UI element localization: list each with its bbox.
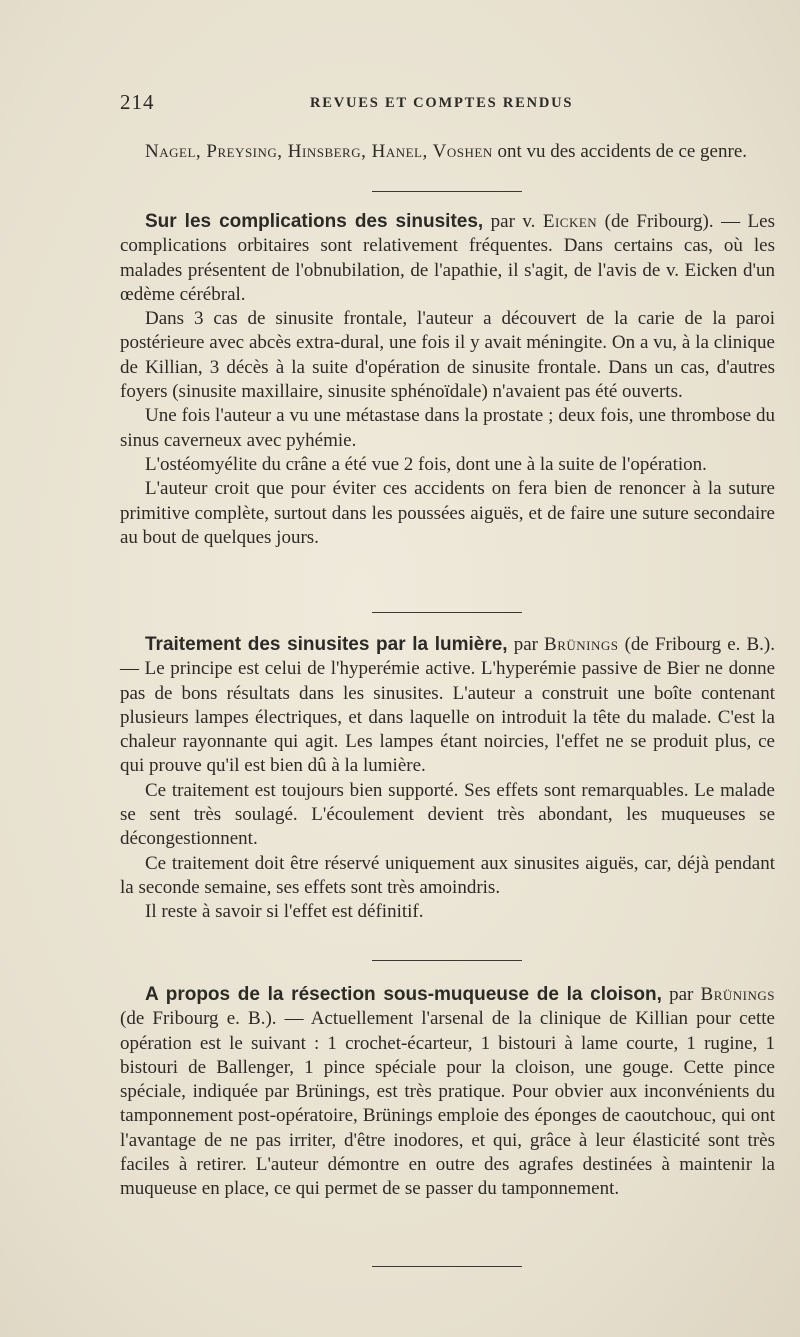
article-by-prefix: par <box>507 634 545 655</box>
article-lead: (de Fribourg e. B.). — Actuellement l'arsenal de la clinique de Killian pour cette opération est le suivant : 1 crochet-écarteur, 1 bistouri à lame courte, 1 rugine, 1 bistouri de Ballenger, 1 pince spéciale pour la cloison, une gouge. Cette pince spéciale, indiquée par Brünings, est très pratique. Pour obvier aux inconvénients du tamponnement post-opératoire, Brünings emploie des éponges de caoutchouc, qui ont l'avantage de ne pas irriter, d'être inodores, et qui, grâce à leur élasticité sont très faciles à retirer. L'auteur démontre en outre des agrafes destinées à maintenir la muqueuse en place, ce qui permet de se passer du tamponnement. <box>120 1008 775 1200</box>
paragraph: Une fois l'auteur a vu une métastase dans la prostate ; deux fois, une thrombose du sinus caverneux avec pyhémie. <box>120 405 775 451</box>
intro-text: ont vu des accidents de ce genre. <box>492 141 748 162</box>
article-cloison <box>120 983 775 1202</box>
section-divider <box>372 612 522 613</box>
article-by-prefix: par v. <box>483 211 543 232</box>
article-author: Brünings <box>544 634 619 655</box>
paragraph: Ce traitement doit être réservé uniquement aux sinusites aiguës, car, déjà pendant la seconde semaine, ses effets sont très amoindris. <box>120 852 775 898</box>
section-divider <box>372 191 522 192</box>
intro-paragraph <box>120 140 775 164</box>
intro-authors: Nagel, Preysing, Hinsberg, Hanel, Voshen <box>145 141 493 162</box>
article-lead: (de Fribourg). — Les complications orbitaires sont relativement fréquentes. Dans certains cas, où les malades présentent de l'obnubilation, de l'apathie, il s'agit, de l'avis de v. Eicken d'un œdème cérébral. <box>120 211 775 305</box>
article-author: Brünings <box>700 984 775 1005</box>
section-divider <box>372 1266 522 1267</box>
paragraph: Ce traitement est toujours bien supporté. Ses effets sont remarquables. Le malade se sent très soulagé. L'écoulement devient très abondant, les muqueuses se décongestionnent. <box>120 779 775 850</box>
page-header <box>120 90 780 120</box>
article-title: Traitement des sinusites par la lumière, <box>145 634 508 655</box>
paragraph: L'ostéomyélite du crâne a été vue 2 fois, dont une à la suite de l'opération. <box>145 453 707 475</box>
page-number: 214 <box>120 90 155 114</box>
article-by-prefix: par <box>661 984 701 1005</box>
article-title: Sur les complications des sinusites, <box>145 211 484 232</box>
paragraph: L'auteur croit que pour éviter ces accidents on fera bien de renoncer à la suture primitive complète, surtout dans les poussées aiguës, et de faire une suture secondaire au bout de quelques jours. <box>120 478 775 548</box>
section-divider <box>372 960 522 961</box>
article-author: Eicken <box>542 211 598 232</box>
running-head: REVUES ET COMPTES RENDUS <box>310 95 574 111</box>
article-lead: (de Fribourg e. B.). — Le principe est celui de l'hyperémie active. L'hyperémie passive de Bier ne donne pas de bons résultats dans les sinusites. L'auteur a construit une boîte contenant plusieurs lampes électriques, et dans laquelle on introduit la tête du malade. C'est la chaleur rayonnante qui agit. Les lampes étant noircies, l'effet ne se produit plus, ce qui prouve qu'il est bien dû à la lumière. <box>120 634 775 777</box>
paragraph: Il reste à savoir si l'effet est définitif. <box>145 901 424 923</box>
article-title: A propos de la résection sous-muqueuse de la cloison, <box>145 984 662 1005</box>
article-complications <box>120 210 775 550</box>
article-lumiere <box>120 633 775 925</box>
paragraph: Dans 3 cas de sinusite frontale, l'auteur a découvert de la carie de la paroi postérieure avec abcès extra-dural, une fois il y avait méningite. On a vu, à la clinique de Killian, 3 décès à la suite d'opération de sinusite frontale. Dans un cas, d'autres foyers (sinusite maxillaire, sinusite sphénoïdale) n'avaient pas été ouverts. <box>120 308 775 403</box>
